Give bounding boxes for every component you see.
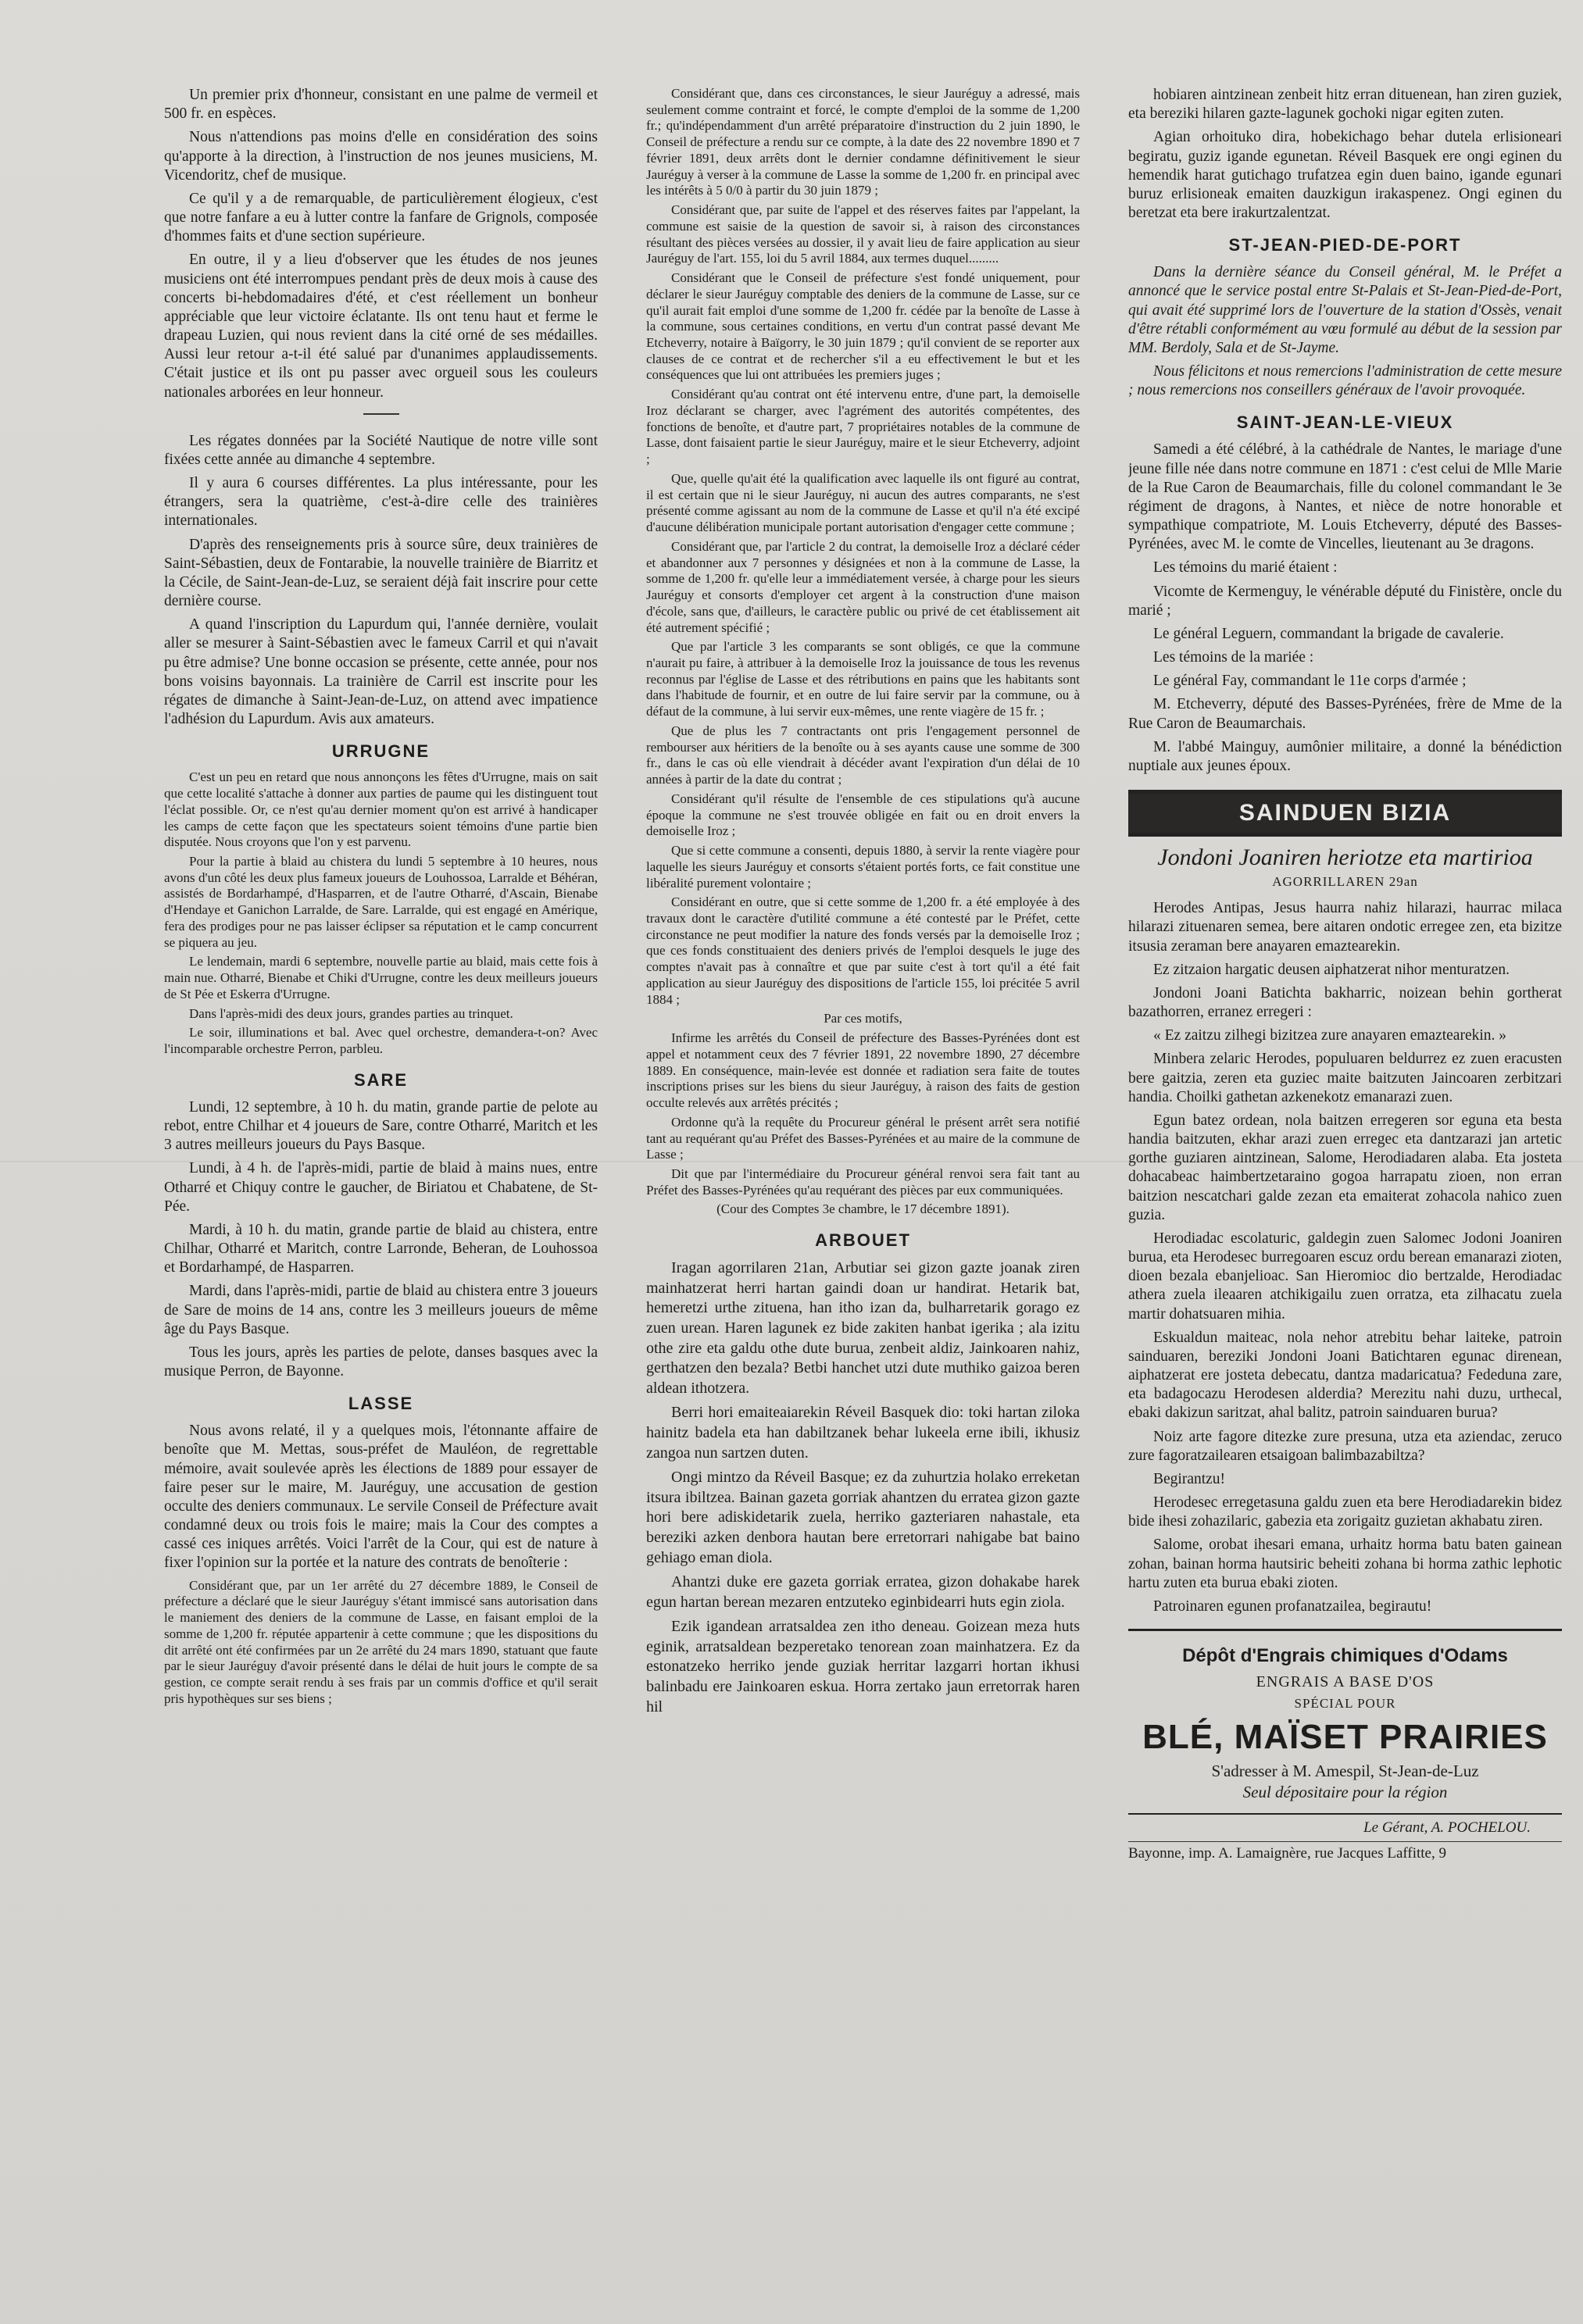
paragraph: Patroinaren egunen profanatzailea, begirautu! (1153, 1598, 1432, 1615)
paragraph: Considérant en outre, que si cette somme de 1,200 fr. a été employée à des travaux dont le caractère d'utilité commune a été contesté par le Préfet, cette circonstance ne peut modifier la nature des fonds versés par la demoiselle Iroz ; que ces fonds constituaient des deniers privés de l'emploi desquels le juge des comptes n'avait pas à connaître et que par suite c'est à tort qu'il a été fait application au sieur Jauréguy des dispositions de l'article 155, loi précitée 5 avril 1884 ; (646, 894, 1080, 1007)
paragraph: Lundi, 12 septembre, à 10 h. du matin, grande partie de pelote au rebot, entre Chilhar et 4 joueurs de Sare, contre Otharré, Maritch et les 3 autres meilleurs joueurs du Pays Basque. (164, 1098, 598, 1154)
paragraph: Il y aura 6 courses différentes. La plus intéressante, pour les étrangers, sera la quatrième, c'est-à-dire celle des trainières internationales. (164, 475, 598, 530)
paragraph: Le soir, illuminations et bal. Avec quel orchestre, demandera-t-on? Avec l'incomparable orchestre Perron, parbleu. (164, 1025, 598, 1057)
paragraph: Que si cette commune a consenti, depuis 1880, à servir la rente viagère pour laquelle les sieurs Jauréguy et consorts s'étaient portés forts, ce fait constitue une libéralité purement volontaire ; (646, 843, 1080, 891)
paragraph: Eskualdun maiteac, nola nehor atrebitu behar laiteke, patroin sainduaren, bereziki Jondoni Joani Batichtaren egunac direnean, aiphatzerat ere josteta debecatu, dantza madaricatua? Fededuna zare, eta badagocazu Herodesen alderdia? Merezitu nahi duzu, urthecal, ebaki dakizun saritzat, ahal balitz, patroin sainduaren burua? (1128, 1329, 1562, 1422)
paragraph: Nous n'attendions pas moins d'elle en considération des soins qu'apporte à la direction, à l'instruction de nos jeunes musiciens, M. Vicendoritz, chef de musique. (164, 129, 598, 184)
paragraph: Nous félicitons et nous remercions l'administration de cette mesure ; nous remercions nos conseillers généraux de l'avoir provoquée. (1128, 363, 1562, 399)
paragraph: Agian orhoituko dira, hobekichago behar dutela erlisioneari begiratu, guziz igande egunetan. Réveil Basquek ere ongi eginen du hemendik harat gutichago trufatzea egin duen baino, igande egunari buruz erlisioneak emaiten dauzkigun irakaspenez. Ongi eginen du beretzat eta bere irakurtzalentzat. (1128, 129, 1562, 222)
paragraph: Considérant que le Conseil de préfecture s'est fondé uniquement, pour déclarer le sieur Jauréguy comptable des deniers de la commune de Lasse, sur ce qu'il aurait fait emploi d'une somme de 1,200 fr. cédée par la benoîte de Lasse à la commune, sous certaines conditions, en vertu d'un contrat passé devant Me Etcheverry, notaire à Baïgorry, le 30 juin 1879 ; qu'il convient de se reporter aux clauses de ce contrat et de rechercher s'il a eu effectivement le but et les conséquences que lui ont attribuées les premiers juges ; (646, 270, 1080, 383)
paragraph: Berri hori emaiteaiarekin Réveil Basquek dio: toki hartan ziloka hainitz badela eta han dabiltzanek behar lukeela erne ibili, ikhusiz zangoa nun sartzen duten. (646, 1404, 1080, 1462)
paragraph: Nous avons relaté, il y a quelques mois, l'étonnante affaire de benoîte que M. Mettas, sous-préfet de Mauléon, de regrettable mémoire, avait soulevée après les élections de 1889 pour essayer de faire peser sur le maire, M. Jauréguy, une accusation de gestion occulte des deniers communaux. Le servile Conseil de Préfecture avait condamné deux ou trois fois le maire; mais la Cour des comptes a cassé ces iniques arrêtés. Voici l'arrêt de la Cour, qui est de nature à fixer l'opinion sur la portée et la nature des contrats de benoîterie : (164, 1423, 598, 1572)
paragraph: Le général Leguern, commandant la brigade de cavalerie. (1153, 625, 1504, 642)
paragraph: Ez zitzaion hargatic deusen aiphatzerat nihor menturatzen. (1153, 961, 1510, 978)
paragraph: Ezik igandean arratsaldea zen itho deneau. Goizean meza huts eginik, arratsaldean bezperetako tenorean zoan mainhatzera. Ez da estonatzeko herriko jende guziak herritar lazgarri hortan ikhusi balinbadu ere Jainkoaren eskua. Horra zertako jaun erretorrak haren hil (646, 1618, 1080, 1715)
paragraph: Considérant que, par suite de l'appel et des réserves faites par l'appelant, la commune est saisie de la question de savoir si, à raison des circonstances résultant des pièces versées au dossier, il y avait lieu de faire application au sieur Jauréguy de l'art. 155, loi du 5 avril 1884, aux termes duquel......... (646, 202, 1080, 266)
paragraph: Considérant que, par un 1er arrêté du 27 décembre 1889, le Conseil de préfecture a déclaré que le sieur Jauréguy s'étant immiscé sans autorisation dans le maniement des deniers de la commune de Lasse, en faisant emploi de la somme de 1,200 fr. réputée appartenir à cette commune ; que les dispositions du dit arrêté ont été confirmées par un 2e arrêté du 24 mars 1890, statuant que faute par le sieur Jauréguy d'avoir présenté dans le délai de huit jours le compte de sa gestion, ce compte serait rendu à ses frais par un commis d'office et qu'il serait pris hypothèques sur ses biens ; (164, 1577, 598, 1706)
section-heading-saint-jean-le-vieux: SAINT-JEAN-LE-VIEUX (1236, 412, 1454, 433)
paragraph: Noiz arte fagore ditezke zure presuna, utza eta aziendac, zeruco zure fagoratzailearen etsaigoan balimbazabiltza? (1128, 1428, 1562, 1464)
paragraph: Considérant que, par l'article 2 du contrat, la demoiselle Iroz a déclaré céder et abandonner aux 7 personnes y désignées et non à la commune de Lasse, la somme de 1,200 fr. qu'elle leur a immédiatement versée, à charge pour les sieurs Jauréguy et consorts d'employer cet argent à la construction d'une maison d'école, sans que, d'ailleurs, le caractère public ou privé de cet établissement ait été autrement spécifié ; (646, 538, 1080, 635)
paragraph: hobiaren aintzinean zenbeit hitz erran dituenean, han ziren guziek, eta bereziki hilaren gazte-lagunek gochoki nigar egiten zuten. (1128, 87, 1562, 123)
paragraph: Les témoins du marié étaient : (1153, 559, 1338, 577)
paragraph: Jondoni Joani Batichta bakharric, noizean behin gortherat bazathorren, erranez erregeri : (1128, 984, 1562, 1021)
paragraph: Salome, orobat ihesari emana, urhaitz horma batu baten gainean zohan, bainan horma hautsiric beheiti zohana bi horma zathic lephotic hartu zuten eta burua ebaki zioten. (1128, 1537, 1562, 1591)
ad-special: SPÉCIAL POUR (1294, 1696, 1396, 1712)
paragraph: Dit que par l'intermédiaire du Procureur général renvoi sera fait tant au Préfet des Basses-Pyrénées qu'au requérant des pièces par eux communiquées. (646, 1166, 1080, 1198)
paragraph: Mardi, à 10 h. du matin, grande partie de blaid au chistera, entre Chilhar, Otharré et Maritch, contre Larronde, Beheran, de Louhossoa et Bordarhampé, de Hasparren. (164, 1221, 598, 1276)
paragraph: Herodes Antipas, Jesus haurra nahiz hilarazi, haurrac milaca hilarazi zituenaren semea, bere aitaren ondotic erregee zen, eta bizitze itsusia zeraman bere anayaren emaztearekin. (1128, 900, 1562, 955)
section-divider (363, 413, 399, 415)
paragraph: « Ez zaitzu zilhegi bizitzea zure anayaren emaztearekin. » (1153, 1027, 1507, 1044)
column-1 (164, 86, 598, 2258)
paragraph: Infirme les arrêtés du Conseil de préfecture des Basses-Pyrénées dont est appel et notamment ceux des 7 février 1891, 22 novembre 1890, 27 décembre 1889. En conséquence, main-levée est donnée et radiation sera faite de toutes inscriptions prises sur les biens du sieur Jauréguy, à raison des faits de gestion occulte relevés aux arrêtés précités ; (646, 1030, 1080, 1111)
paragraph: Iragan agorrilaren 21an, Arbutiar sei gizon gazte joanak ziren mainhatzerat herri hartan gaindi doan ur handirat. Hetarik bat, hemeretzi urthe zituena, han itho izan da, bulharretarik gorago ez zuen urean. Haren lagunek ez bide zakiten hanbat igerika ; ala izitu othe zire eta galdu othe dute burua, zenbeit aldiz, Jainkoaren nahiz, gerthatzen den bezala? Betbi hanchet utzi dute muthiko gaizoa beren aldean ithotzera. (646, 1259, 1080, 1397)
ad-title: Dépôt d'Engrais chimiques d'Odams (1182, 1645, 1508, 1667)
paragraph: Dans l'après-midi des deux jours, grandes parties au trinquet. (189, 1005, 513, 1021)
paragraph: M. Etcheverry, député des Basses-Pyrénées, frère de Mme de la Rue Caron de Beaumarchais. (1128, 696, 1562, 732)
paragraph: Ahantzi duke ere gazeta gorriak erratea, gizon dohakabe harek egun hartan berean mezaren entzuteko eginbidearri huts egin ziola. (646, 1573, 1080, 1611)
paragraph: Begirantzu! (1153, 1470, 1226, 1487)
feature-date: AGORRILLAREN 29an (1272, 874, 1418, 890)
paragraph: (Cour des Comptes 3e chambre, le 17 décembre 1891). (716, 1201, 1009, 1217)
column-3 (1128, 86, 1562, 2258)
column-2 (646, 86, 1080, 2258)
feature-banner: SAINDUEN BIZIA (1128, 790, 1562, 837)
paragraph: Herodiadac escolaturic, galdegin zuen Salomec Jodoni Joaniren burua, eta Herodesec burregoaren escuz ordu berean emanarazi zioten, dioen bezala ebanjelioac. San Hieromioc dio bertzalde, Herodiadac athera zuela ileaaren atchikigailu zuen orratza, eta zilhacatu zuela martir dohatsuaren mihia. (1128, 1230, 1562, 1323)
paragraph: Ongi mintzo da Réveil Basque; ez da zuhurtzia holako erreketan itsura ibiltzea. Bainan gazeta gorriak ahantzen du erratea gizon gazte hori bere adiskidetarik zuela, herriko gazteriaren nahastale, eta bereziki azken denbora hautan bere erretorrari nahigabe bat baino gehiago eman diola. (646, 1469, 1080, 1566)
paragraph: Les témoins de la mariée : (1153, 649, 1314, 666)
paragraph: Tous les jours, après les parties de pelote, danses basques avec la musique Perron, de Bayonne. (164, 1344, 598, 1380)
feature-subtitle: Jondoni Joaniren heriotze eta martirioa (1157, 844, 1533, 871)
printer-line: Bayonne, imp. A. Lamaignère, rue Jacques Laffitte, 9 (1128, 1841, 1562, 1862)
paragraph: Egun batez ordean, nola baitzen erregeren sor eguna eta besta handia baitzuten, ekhar arazi zuen erregec eta dantzarazi jan artetic gorthe guziaren aintzinean, Salome, Herodiadaren alaba. Eta josteta dohacabeac haimbertzetaraino gogoa harrapatu zioen, non erran baitzion nescatchari galde zezan eta emaiterat zohacola nahico zuen guzia. (1128, 1112, 1562, 1223)
paragraph: Samedi a été célébré, à la cathédrale de Nantes, le mariage d'une jeune fille née dans notre commune en 1871 : c'est celui de Mlle Marie de la Rue Caron de Beaumarchais, fille du colonel commandant le 3e régiment de dragons, à Nantes, et nièce de notre honorable et sympathique compatriote, M. Louis Etcheverry, député des Basses-Pyrénées, avec M. le comte de Vincelles, lieutenant au 3e dragons. (1128, 441, 1562, 553)
paragraph: Que par l'article 3 les comparants se sont obligés, ce que la commune n'aurait pu faire, à attribuer à la demoiselle Iroz la jouissance de tous les revenus reconnus par l'église de Lasse et des rétributions en pains que les habitants sont dans l'habitude de fournir, et en outre de lui faire servir par la commune, ou à défaut de la commune, à lui servir eux-mêmes, une rente viagère de 15 fr. ; (646, 639, 1080, 719)
paragraph: Que de plus les 7 contractants ont pris l'engagement personnel de rembourser aux héritiers de la benoîte ou à ses ayants cause une somme de 300 fr., dans le cas où elle viendrait à décéder avant l'expiration d'un délai de 10 années à partir de la date du contrat ; (646, 723, 1080, 787)
article-columns (164, 86, 1562, 2258)
paragraph: Vicomte de Kermenguy, le vénérable député du Finistère, oncle du marié ; (1128, 583, 1562, 619)
paragraph: Mardi, dans l'après-midi, partie de blaid au chistera entre 3 joueurs de Sare de moins de 14 ans, contre les 3 meilleurs joueurs de même âge du Pays Basque. (164, 1283, 598, 1337)
manager-line: Le Gérant, A. POCHELOU. (1363, 1819, 1531, 1837)
ad-headline: BLÉ, MAÏSET PRAIRIES (1142, 1718, 1548, 1757)
ad-subtitle: ENGRAIS A BASE D'OS (1256, 1673, 1435, 1691)
paragraph: Le général Fay, commandant le 11e corps d'armée ; (1153, 673, 1467, 690)
paragraph: Un premier prix d'honneur, consistant en une palme de vermeil et 500 fr. en espèces. (164, 87, 598, 123)
paragraph: Herodesec erregetasuna galdu zuen eta bere Herodiadarekin bidez bide ihesi zohazilaric, gabezia eta zorigaitz guzietan akhabatu ziren. (1128, 1494, 1562, 1530)
paragraph: M. l'abbé Mainguy, aumônier militaire, a donné la bénédiction nuptiale aux jeunes époux. (1128, 738, 1562, 774)
advertisement (1128, 1629, 1562, 1802)
paragraph: Considérant que, dans ces circonstances, le sieur Jauréguy a adressé, mais seulement comme contraint et forcé, le compte d'emploi de la somme de 1,200 fr.; qu'indépendamment d'un arrêté préparatoire d'instruction du 2 juin 1890, le Conseil de préfecture a rendu sur ce compte, à la date des 22 novembre 1890 et 7 février 1891, deux arrêts dont le dernier condamne définitivement le sieur Jauréguy à verser à la commune de Lasse la somme de 1,200 fr. en principal avec les intérêts à 5 0/0 à partir du 30 juin 1879 ; (646, 86, 1080, 198)
paragraph: Les régates données par la Société Nautique de notre ville sont fixées cette année au dimanche 4 septembre. (164, 432, 598, 468)
paragraph: D'après des renseignements pris à source sûre, deux trainières de Saint-Sébastien, deux de Fontarabie, la nouvelle trainière de Biarritz et la Cécile, de Saint-Jean-de-Luz, se seraient déjà fait inscrire pour cette dernière course. (164, 536, 598, 610)
ad-contact: S'adresser à M. Amespil, St-Jean-de-Luz (1211, 1762, 1479, 1781)
paragraph: Par ces motifs, (824, 1011, 902, 1026)
section-heading-lasse: LASSE (348, 1394, 414, 1414)
paragraph: Considérant qu'au contrat ont été intervenu entre, d'une part, la demoiselle Iroz déclarant se charger, avec l'agrément des autorités compétentes, des fonctions de benoîte, et d'autre part, 7 propriétaires notables de la commune de Lasse, dont faisaient partie le sieur Jauréguy, maire et le sieur Etcheverry, adjoint ; (646, 387, 1080, 467)
paragraph: Le lendemain, mardi 6 septembre, nouvelle partie au blaid, mais cette fois à main nue. Otharré, Bienabe et Chiki d'Urrugne, contre les deux meilleurs joueurs de St Pée et Eskerra d'Urrugne. (164, 954, 598, 1001)
paragraph: Lundi, à 4 h. de l'après-midi, partie de blaid à mains nues, entre Otharré et Chiquy contre le gaucher, de Biriatou et Chabatene, de St-Pée. (164, 1160, 598, 1215)
section-heading-sare: SARE (353, 1069, 409, 1090)
page-footer (1128, 1813, 1562, 1862)
ad-note: Seul dépositaire pour la région (1242, 1783, 1448, 1802)
paragraph: Dans la dernière séance du Conseil général, M. le Préfet a annoncé que le service postal entre St-Palais et St-Jean-Pied-de-Port, qui avait été supprimé lors de l'ouverture de la station d'Ossès, venait d'être rétabli conformément au vœu formulé au début de la session par MM. Berdoly, Sala et de St-Jayme. (1128, 264, 1562, 356)
paragraph: Ce qu'il y a de remarquable, de particulièrement élogieux, c'est que notre fanfare a eu à lutter contre la fanfare de Grignols, composée d'hommes faits et d'une section supérieure. (164, 190, 598, 245)
paragraph: Ordonne qu'à la requête du Procureur général le présent arrêt sera notifié tant au requérant qu'au Préfet des Basses-Pyrénées et au maire de la commune de Lasse ; (646, 1114, 1080, 1162)
paragraph: A quand l'inscription du Lapurdum qui, l'année dernière, voulait aller se mesurer à Saint-Sébastien avec le fameux Carril et qui n'avait pu être admise? Une bonne occasion se présente, cette année, pour nos bons voisins bayonnais. La trainière de Carril est inscrite pour les régates de dimanche à Saint-Jean-de-Luz, on attend avec impatience l'adhésion du Lapurdum. Avis aux amateurs. (164, 616, 598, 728)
paragraph: Pour la partie à blaid au chistera du lundi 5 septembre à 10 heures, nous avons d'un côté les deux plus fameux joueurs de Louhossoa, Larralde et Béhéran, assistés de Bordarhampé, d'Hasparren, et de l'autre Otharré, d'Ascain, Bienabe d'Hendaye et Ganichon Larralde, de Sare. Larralde, qui est engagé en Amérique, fera des prodiges pour ne pas laisser éclipser sa réputation et le camp concurrent se piquera au jeu. (164, 854, 598, 950)
paragraph: En outre, il y a lieu d'observer que les études de nos jeunes musiciens ont été interrompues pendant près de deux mois à cause des concerts bi-hebdomadaires d'été, et c'est réellement un bonheur appréciable que leur victoire éclatante. Ils ont tenu haut et ferme le drapeau Luzien, qui nous revient dans la cité orné de ses médailles. Aussi leur retour a-t-il été salué par d'unanimes applaudissements. C'était justice et ils ont pu passer avec orgueil sous les couleurs nationales arborées en leur honneur. (164, 252, 598, 401)
paragraph: Que, quelle qu'ait été la qualification avec laquelle ils ont figuré au contrat, il est certain que ni le sieur Jauréguy, ni aucun des autres comparants, ne s'est présenté comme agissant au nom de la commune de Lasse et qu'il n'a été excipé d'aucune délibération municipale portant autorisation d'engager cette commune ; (646, 470, 1080, 535)
paragraph: Considérant qu'il résulte de l'ensemble de ces stipulations qu'à aucune époque la commune ne s'est trouvée obligée en fait ou en droit envers la demoiselle Iroz ; (646, 791, 1080, 839)
section-heading-st-jean-pied-de-port: ST-JEAN-PIED-DE-PORT (1228, 235, 1462, 255)
paragraph: Minbera zelaric Herodes, populuaren beldurrez ez zuen eracusten bere gaitzia, zeren eta guziec maite baitzuten Jaincoaren zerbitzari handia. Choilki gathetan azkenekotz emanarazi zuen. (1128, 1051, 1562, 1105)
section-heading-arbouet: ARBOUET (815, 1230, 911, 1251)
section-heading-urrugne: URRUGNE (331, 741, 431, 762)
paragraph: C'est un peu en retard que nous annonçons les fêtes d'Urrugne, mais on sait que cette localité s'attache à donner aux parties de paume qui les distinguent tout l'éclat possible. Or, ce n'est qu'au dernier moment qu'on est arrivé à handicaper les camps de cette façon que les spectateurs soient témoins d'une partie bien disputée. Nous croyons que l'on y est parvenu. (164, 769, 598, 850)
